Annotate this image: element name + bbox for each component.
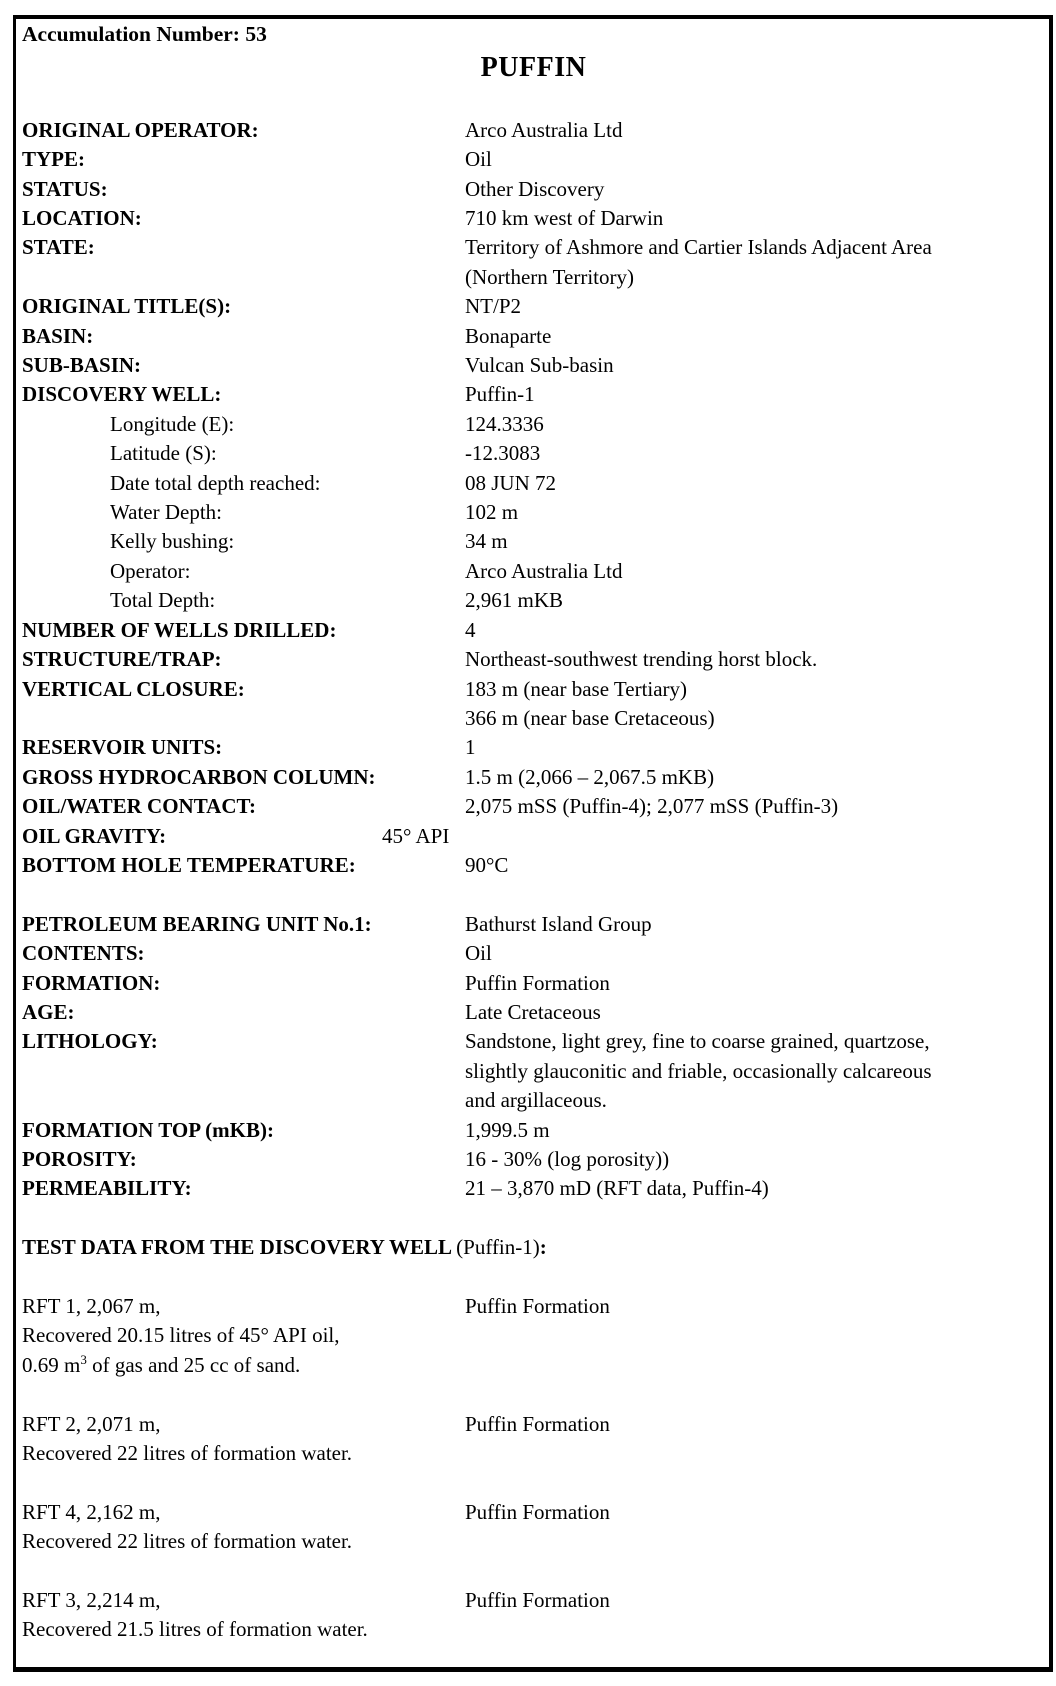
field-label: STRUCTURE/TRAP: (22, 647, 222, 672)
field-row (22, 1027, 1045, 1056)
field-row (22, 292, 1045, 321)
field-label: LITHOLOGY: (22, 1029, 158, 1054)
field-value: Puffin Formation (465, 1294, 610, 1318)
field-value: Arco Australia Ltd (465, 117, 623, 142)
field-row (22, 557, 1045, 586)
sub-field-label: Operator: (110, 558, 191, 583)
sub-field-label: Date total depth reached: (110, 470, 321, 495)
field-row (22, 998, 1045, 1027)
field-value: 4 (465, 617, 476, 642)
field-row (22, 792, 1045, 821)
field-row (22, 439, 1045, 468)
field-value: 34 m (465, 529, 508, 554)
field-label: AGE: (22, 999, 75, 1024)
field-value: Sandstone, light grey, fine to coarse grained, quartzose, (465, 1029, 930, 1054)
field-value: 16 - 30% (log porosity)) (465, 1147, 670, 1171)
field-value: Territory of Ashmore and Cartier Islands Adjacent Area (465, 235, 932, 260)
field-value: Puffin-1 (465, 382, 535, 407)
sub-field-label: Kelly bushing: (110, 529, 235, 554)
field-row (22, 410, 1045, 439)
field-value: Vulcan Sub-basin (465, 353, 614, 378)
field-row (22, 969, 1045, 998)
spacer-row (22, 1380, 1045, 1409)
field-row (22, 645, 1045, 674)
field-row (22, 263, 1045, 292)
field-value: Puffin Formation (465, 1588, 610, 1613)
field-row (22, 527, 1045, 556)
field-value: Oil (465, 147, 492, 172)
sub-field-label: Latitude (S): (110, 441, 217, 466)
field-row (22, 1057, 1045, 1086)
test-data-text: RFT 2, 2,071 m, (22, 1411, 161, 1436)
test-data-row (22, 1498, 1045, 1527)
field-label: ORIGINAL OPERATOR: (22, 117, 259, 142)
test-data-row (22, 1439, 1045, 1468)
field-label: STATE: (22, 235, 95, 260)
field-label: LOCATION: (22, 206, 142, 231)
test-data-text: Recovered 20.15 litres of 45° API oil, (22, 1323, 340, 1348)
field-value: NT/P2 (465, 294, 522, 319)
field-row (22, 204, 1045, 233)
field-value: slightly glauconitic and friable, occasionally calcareous (465, 1058, 932, 1083)
field-row (22, 939, 1045, 968)
field-label: SUB-BASIN: (22, 353, 142, 378)
field-row (22, 616, 1045, 645)
field-label: CONTENTS: (22, 941, 145, 966)
field-value: 90°C (465, 852, 509, 877)
text-part: : (539, 1235, 547, 1260)
field-label: TYPE: (22, 147, 85, 172)
text-part: of gas and 25 cc of sand. (86, 1352, 301, 1377)
test-data-text (22, 1351, 300, 1380)
field-value: -12.3083 (465, 441, 541, 466)
spacer-row (22, 1557, 1045, 1586)
field-label: GROSS HYDROCARBON COLUMN: (22, 764, 376, 789)
field-row (22, 822, 1045, 851)
spacer (22, 86, 1045, 115)
field-row (22, 910, 1045, 939)
field-value: 366 m (near base Cretaceous) (465, 705, 715, 730)
test-data-text: Recovered 22 litres of formation water. (22, 1441, 353, 1466)
field-label: PETROLEUM BEARING UNIT No.1: (22, 911, 372, 936)
test-data-text: RFT 4, 2,162 m, (22, 1499, 161, 1524)
field-row (22, 1145, 1045, 1174)
test-data-row (22, 1410, 1045, 1439)
field-row (22, 851, 1045, 880)
field-label: ORIGINAL TITLE(S): (22, 294, 232, 319)
field-value: 1 (465, 735, 476, 760)
field-row (22, 1174, 1045, 1203)
field-value: Arco Australia Ltd (465, 558, 623, 583)
section-heading (22, 1233, 547, 1262)
text-part: (Puffin-1) (456, 1235, 540, 1260)
field-row (22, 351, 1045, 380)
field-rows (22, 116, 1045, 1645)
field-value: Bathurst Island Group (465, 911, 652, 936)
field-row (22, 145, 1045, 174)
field-label: RESERVOIR UNITS: (22, 735, 223, 760)
field-row (22, 1086, 1045, 1115)
field-value: 1,999.5 m (465, 1117, 550, 1142)
field-label: FORMATION TOP (mKB): (22, 1117, 274, 1142)
field-value: Bonaparte (465, 323, 552, 348)
text-part: TEST DATA FROM THE DISCOVERY WELL (22, 1235, 457, 1260)
field-label: FORMATION: (22, 970, 161, 995)
field-label: NUMBER OF WELLS DRILLED: (22, 617, 337, 642)
field-value: 183 m (near base Tertiary) (465, 676, 688, 701)
sub-field-label: Longitude (E): (110, 411, 235, 436)
field-value: Other Discovery (465, 176, 605, 201)
spacer-row (22, 880, 1045, 909)
field-value: Puffin Formation (465, 970, 610, 995)
test-data-row (22, 1527, 1045, 1556)
field-value: 2,961 mKB (465, 588, 564, 613)
field-row (22, 1116, 1045, 1145)
field-label: BASIN: (22, 323, 94, 348)
test-data-row (22, 1615, 1045, 1644)
field-value: and argillaceous. (465, 1088, 607, 1113)
spacer-row (22, 1263, 1045, 1292)
field-row (22, 763, 1045, 792)
page-border-frame (13, 15, 1053, 1672)
superscript-text: 3 (80, 1351, 87, 1367)
field-row (22, 175, 1045, 204)
test-data-row (22, 1321, 1045, 1350)
field-value: 1.5 m (2,066 – 2,067.5 mKB) (465, 764, 715, 789)
field-value: 102 m (465, 500, 519, 525)
field-row (22, 322, 1045, 351)
test-data-text: RFT 3, 2,214 m, (22, 1588, 161, 1613)
test-data-text: Recovered 21.5 litres of formation water. (22, 1617, 368, 1642)
field-value: 08 JUN 72 (465, 470, 557, 495)
field-row (22, 233, 1045, 262)
field-label: VERTICAL CLOSURE: (22, 676, 245, 701)
field-row (22, 498, 1045, 527)
field-value: 124.3336 (465, 411, 544, 436)
field-value: Oil (465, 941, 492, 966)
spacer-row (22, 1468, 1045, 1497)
field-label: POROSITY: (22, 1147, 137, 1171)
field-row (22, 586, 1045, 615)
field-value: 21 – 3,870 mD (RFT data, Puffin-4) (465, 1176, 769, 1201)
field-value: Northeast-southwest trending horst block. (465, 647, 818, 672)
field-value: 45° API (382, 823, 450, 848)
page-title: PUFFIN (480, 52, 587, 84)
field-value: 710 km west of Darwin (465, 206, 664, 231)
field-row (22, 116, 1045, 145)
field-value: (Northern Territory) (465, 264, 634, 289)
field-value: Puffin Formation (465, 1499, 610, 1524)
text-part: 0.69 m (22, 1352, 81, 1377)
field-label: PERMEABILITY: (22, 1176, 192, 1201)
field-row (22, 469, 1045, 498)
section-heading-row (22, 1233, 1045, 1262)
spacer-row (22, 1204, 1045, 1233)
field-value: Late Cretaceous (465, 999, 601, 1024)
test-data-text: Recovered 22 litres of formation water. (22, 1529, 353, 1554)
field-value: 2,075 mSS (Puffin-4); 2,077 mSS (Puffin-3) (465, 794, 839, 819)
field-label: DISCOVERY WELL: (22, 382, 222, 407)
field-label: OIL GRAVITY: (22, 823, 167, 848)
field-label: STATUS: (22, 176, 108, 201)
test-data-row (22, 1586, 1045, 1615)
field-row (22, 380, 1045, 409)
field-row (22, 704, 1045, 733)
test-data-row (22, 1292, 1045, 1321)
field-label: OIL/WATER CONTACT: (22, 794, 256, 819)
field-value: Puffin Formation (465, 1411, 610, 1436)
test-data-text: RFT 1, 2,067 m, (22, 1294, 161, 1318)
sub-field-label: Water Depth: (110, 500, 223, 525)
test-data-row (22, 1351, 1045, 1380)
accumulation-number-line: Accumulation Number: 53 (22, 22, 267, 46)
document-content (22, 20, 1045, 1645)
field-label: BOTTOM HOLE TEMPERATURE: (22, 852, 356, 877)
field-row (22, 675, 1045, 704)
field-row (22, 733, 1045, 762)
sub-field-label: Total Depth: (110, 588, 216, 613)
